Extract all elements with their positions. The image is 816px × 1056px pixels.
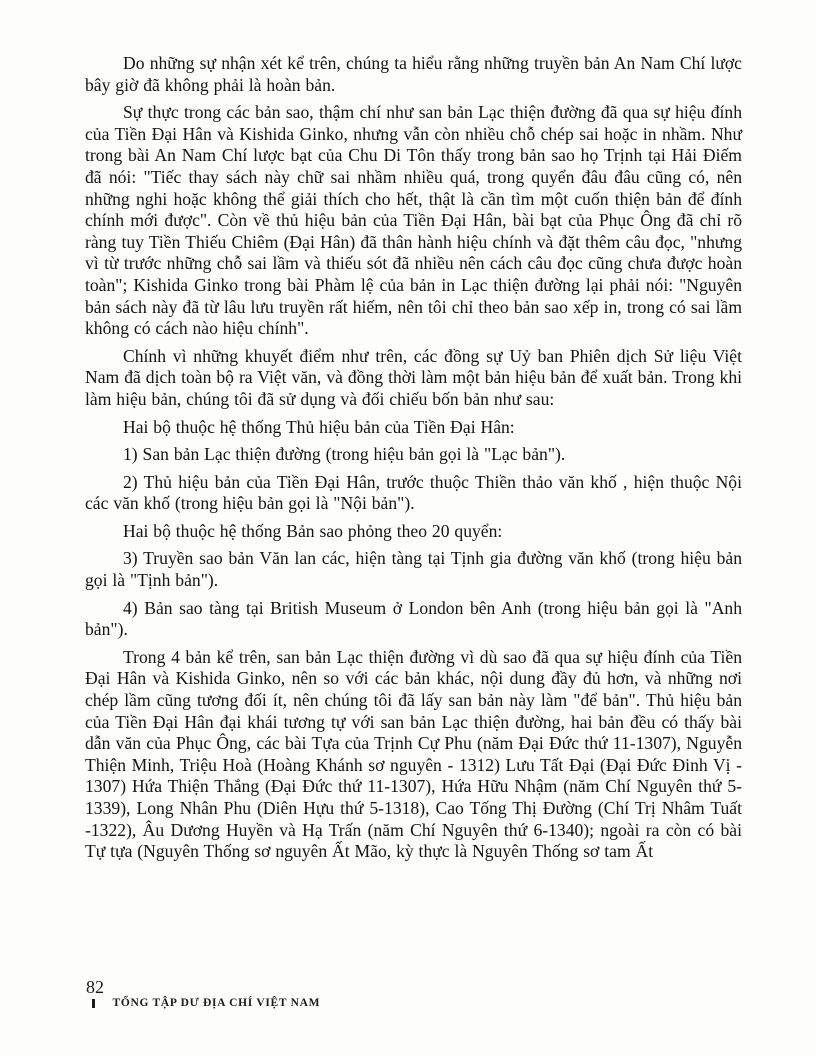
paragraph: Sự thực trong các bản sao, thậm chí như san bản Lạc thiện đường đã qua sự hiệu đính của Tiền Đại Hân và Kishida Ginko, nhưng vẫn còn nhiều chỗ chép sai hoặc in nhầm. Như trong bài An Nam Chí lược bạt của Chu Di Tôn thấy trong bản sao họ Trịnh tại Hải Điếm đã nói: "Tiếc thay sách này chữ sai nhầm nhiều quá, trong quyển đâu đâu cũng có, nên những nghi hoặc không thể giải thích cho hết, thật là cần tìm một cuốn thiện bản để đính chính mới được". Còn về thủ hiệu bản của Tiền Đại Hân, bài bạt của Phục Ông đã chỉ rõ ràng tuy Tiền Thiếu Chiêm (Đại Hân) đã thân hành hiệu chính và đặt thêm câu đọc, "nhưng vì từ trước những chỗ sai lầm và thiếu sót đã nhiều nên cách câu đọc cũng chưa được hoàn toàn"; Kishida Ginko trong bài Phàm lệ của bản in Lạc thiện đường lại phải nói: "Nguyên bản sách này đã từ lâu lưu truyền rất hiếm, nên tôi chỉ theo bản sao xếp in, trong có sai lầm không có cách nào hiệu chính". xyxy=(85,102,742,339)
paragraph: Trong 4 bản kể trên, san bản Lạc thiện đường vì dù sao đã qua sự hiệu đính của Tiền Đại Hân và Kishida Ginko, nên so với các bản khác, nội dung đầy đủ hơn, và những nơi chép lầm cũng tương đối ít, nên chúng tôi đã lấy san bản này làm "để bản". Thủ hiệu bản của Tiền Đại Hân đại khái tương tự với san bản Lạc thiện đường, hai bản đều có thấy bài dẫn văn của Phục Ông, các bài Tựa của Trịnh Cự Phu (năm Đại Đức thứ 11-1307), Nguyễn Thiện Minh, Triệu Hoà (Hoàng Khánh sơ nguyên - 1312) Lưu Tất Đại (Đại Đức Đinh Vị - 1307) Hứa Thiện Thắng (Đại Đức thứ 11-1307), Hứa Hữu Nhậm (năm Chí Nguyên thứ 5-1339), Long Nhân Phu (Diên Hựu thứ 5-1318), Cao Tống Thị Đường (Chí Trị Nhâm Tuất -1322), Âu Dương Huyền và Hạ Trấn (năm Chí Nguyên thứ 6-1340); ngoài ra còn có bài Tự tựa (Nguyên Thống sơ nguyên Ất Mão, kỳ thực là Nguyên Thống sơ tam Ất xyxy=(85,646,742,862)
paragraph: Do những sự nhận xét kể trên, chúng ta hiểu rằng những truyền bản An Nam Chí lược bây giờ đã không phải là hoàn bản. xyxy=(85,53,742,95)
footer-row xyxy=(86,997,586,1009)
book-title: TỔNG TẬP DƯ ĐỊA CHÍ VIỆT NAM xyxy=(112,997,321,1009)
page-number: 82 xyxy=(86,977,104,997)
list-item: 3) Truyền sao bản Văn lan các, hiện tàng tại Tịnh gia đường văn khố (trong hiệu bản gọi là "Tịnh bản"). xyxy=(85,548,742,591)
page-footer xyxy=(86,977,586,1009)
paragraph-heading: Hai bộ thuộc hệ thống Thủ hiệu bản của Tiền Đại Hân: xyxy=(123,416,515,437)
list-item: 1) San bản Lạc thiện đường (trong hiệu bản gọi là "Lạc bản"). xyxy=(123,444,566,465)
list-item: 4) Bản sao tàng tại British Museum ở London bên Anh (trong hiệu bản gọi là "Anh bản"). xyxy=(85,597,742,640)
body-text xyxy=(85,53,742,869)
paragraph-heading: Hai bộ thuộc hệ thống Bản sao phỏng theo 20 quyển: xyxy=(123,520,503,541)
list-item: 2) Thủ hiệu bản của Tiền Đại Hân, trước thuộc Thiền thảo văn khố , hiện thuộc Nội các văn khố (trong hiệu bản gọi là "Nội bản"). xyxy=(85,471,742,514)
paragraph: Chính vì những khuyết điểm như trên, các đồng sự Uỷ ban Phiên dịch Sử liệu Việt Nam đã dịch toàn bộ ra Việt văn, và đồng thời làm một bản hiệu bản để xuất bản. Trong khi làm hiệu bản, chúng tôi đã sử dụng và đối chiếu bốn bản như sau: xyxy=(85,345,742,409)
footer-tick-mark xyxy=(92,999,95,1008)
